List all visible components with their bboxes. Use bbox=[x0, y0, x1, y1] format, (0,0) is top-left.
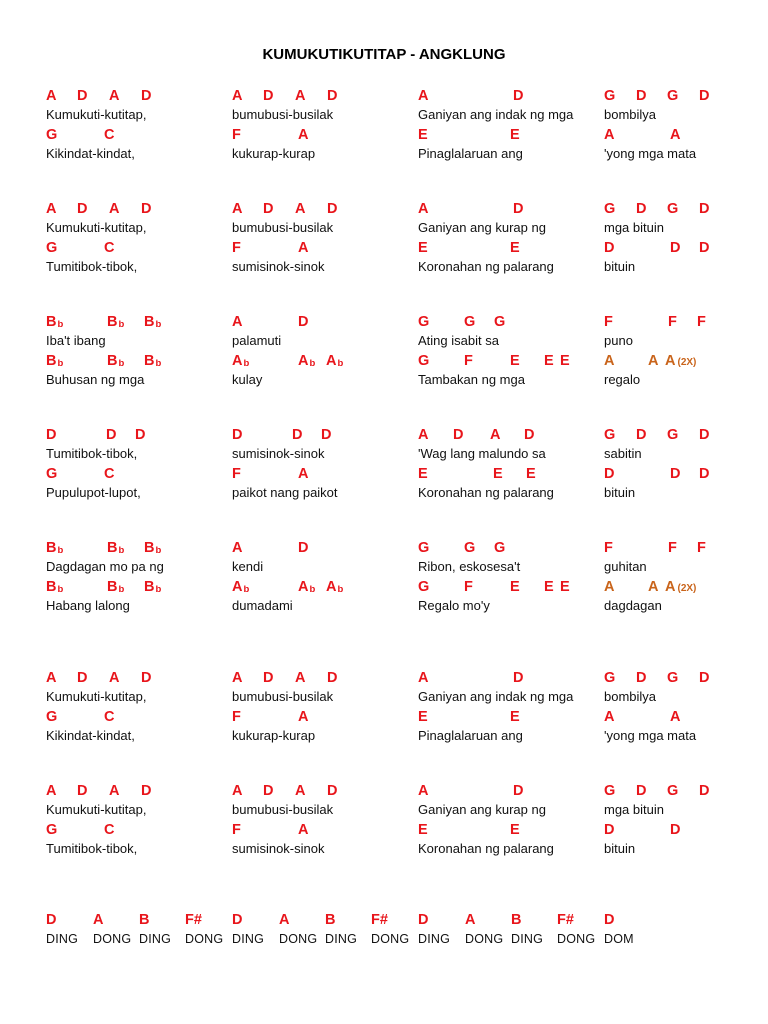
chord: $B_b$ bbox=[46, 540, 64, 556]
chord: B bbox=[325, 912, 336, 928]
chord: A bbox=[418, 427, 429, 443]
chord: D bbox=[670, 240, 681, 256]
chord-line bbox=[46, 201, 746, 219]
ending-chord-line bbox=[46, 912, 746, 930]
chord: D bbox=[636, 201, 647, 217]
chord: A bbox=[670, 127, 681, 143]
chord: F bbox=[232, 466, 241, 482]
chord: D bbox=[263, 88, 274, 104]
chord: C bbox=[104, 127, 115, 143]
flat-sign: b bbox=[155, 584, 162, 595]
chord: D bbox=[327, 783, 338, 799]
flat-sign: b bbox=[155, 545, 162, 556]
chord: D bbox=[604, 822, 615, 838]
chord: A bbox=[604, 579, 615, 595]
lyric-line bbox=[46, 372, 746, 390]
chord: A (2X) bbox=[665, 353, 697, 369]
chord-line bbox=[46, 353, 746, 371]
chord: E bbox=[510, 127, 520, 143]
chord: $B_b$ bbox=[144, 579, 162, 595]
lyric: Ribon, eskosesa't bbox=[418, 559, 521, 574]
chord: D bbox=[263, 783, 274, 799]
lyric: Habang lalong bbox=[46, 598, 130, 613]
flat-sign: b bbox=[118, 319, 125, 330]
lyric: Buhusan ng mga bbox=[46, 372, 145, 387]
chord: D bbox=[513, 88, 524, 104]
chord: A bbox=[46, 201, 57, 217]
chord: $B_b$ bbox=[46, 353, 64, 369]
lyric: Dagdagan mo pa ng bbox=[46, 559, 164, 574]
chord: G bbox=[604, 201, 616, 217]
chord: F# bbox=[557, 912, 574, 928]
chord: D bbox=[141, 201, 152, 217]
chord: $B_b$ bbox=[107, 353, 125, 369]
chord-line bbox=[46, 427, 746, 445]
flat-sign: b bbox=[118, 358, 125, 369]
lyric: bumubusi-busilak bbox=[232, 220, 334, 235]
chord-line bbox=[46, 88, 746, 106]
chord: C bbox=[104, 466, 115, 482]
chord: $B_b$ bbox=[46, 314, 64, 330]
chord: F bbox=[668, 540, 677, 556]
lyric-line bbox=[46, 446, 746, 464]
chord: F bbox=[668, 314, 677, 330]
chord: F bbox=[232, 709, 241, 725]
chord: D bbox=[327, 201, 338, 217]
chord: A bbox=[109, 201, 120, 217]
chord: D bbox=[327, 88, 338, 104]
chord: A bbox=[465, 912, 476, 928]
chord: A bbox=[604, 709, 615, 725]
chord: D bbox=[604, 466, 615, 482]
chord: E bbox=[510, 353, 520, 369]
chord: $B_b$ bbox=[107, 314, 125, 330]
chord: D bbox=[77, 201, 88, 217]
chord: D bbox=[141, 783, 152, 799]
lyric: mga bituin bbox=[604, 802, 664, 817]
lyric: Koronahan ng palarang bbox=[418, 485, 554, 500]
chord: A bbox=[604, 353, 615, 369]
chord: E bbox=[510, 240, 520, 256]
chord-line bbox=[46, 709, 746, 727]
lyric: bombilya bbox=[604, 107, 657, 122]
lyric: Koronahan ng palarang bbox=[418, 841, 554, 856]
chord: G bbox=[418, 579, 430, 595]
lyric: Koronahan ng palarang bbox=[418, 259, 554, 274]
flat-sign: b bbox=[155, 319, 162, 330]
flat-sign: b bbox=[57, 584, 64, 595]
chord: D bbox=[232, 427, 243, 443]
chord-line bbox=[46, 466, 746, 484]
chord: D bbox=[321, 427, 332, 443]
chord: A bbox=[298, 466, 309, 482]
chord: D bbox=[298, 540, 309, 556]
chord: A bbox=[295, 201, 306, 217]
chord: E bbox=[544, 353, 554, 369]
chord: F bbox=[697, 540, 706, 556]
chord: D bbox=[699, 670, 710, 686]
chord: G bbox=[46, 709, 58, 725]
chord: G bbox=[494, 314, 506, 330]
chord-line bbox=[46, 822, 746, 840]
flat-sign: b bbox=[243, 584, 250, 595]
lyric: Ating isabit sa bbox=[418, 333, 499, 348]
chord: C bbox=[104, 709, 115, 725]
lyric: palamuti bbox=[232, 333, 282, 348]
lyric-line bbox=[46, 485, 746, 503]
chord: G bbox=[46, 466, 58, 482]
chord: C bbox=[104, 822, 115, 838]
chord: G bbox=[464, 540, 476, 556]
chord: D bbox=[418, 912, 429, 928]
chord: D bbox=[636, 670, 647, 686]
repeat-marker: (2X) bbox=[677, 583, 697, 594]
chord: A bbox=[298, 709, 309, 725]
chord: E bbox=[560, 579, 570, 595]
chord: D bbox=[699, 783, 710, 799]
song-title: KUMUKUTIKUTITAP - ANGKLUNG bbox=[262, 46, 506, 63]
chord: E bbox=[418, 709, 428, 725]
lyric: Kikindat-kindat, bbox=[46, 146, 135, 161]
lyric-line bbox=[46, 220, 746, 238]
chord: D bbox=[298, 314, 309, 330]
chord: E bbox=[510, 579, 520, 595]
lyric: 'Wag lang malundo sa bbox=[418, 446, 546, 461]
chord: F bbox=[232, 127, 241, 143]
chord: A bbox=[232, 201, 243, 217]
lyric-line bbox=[46, 802, 746, 820]
lyric: DONG bbox=[93, 932, 132, 946]
lyric: 'yong mga mata bbox=[604, 146, 697, 161]
lyric: paikot nang paikot bbox=[232, 485, 338, 500]
chord: D bbox=[513, 783, 524, 799]
chord: A bbox=[418, 88, 429, 104]
lyric: Pinaglalaruan ang bbox=[418, 146, 523, 161]
lyric-line bbox=[46, 728, 746, 746]
chord: A bbox=[46, 783, 57, 799]
chord: D bbox=[699, 466, 710, 482]
chord-line bbox=[46, 783, 746, 801]
chord-line bbox=[46, 579, 746, 597]
flat-sign: b bbox=[118, 584, 125, 595]
lyric: kukurap-kurap bbox=[232, 728, 316, 743]
lyric-line bbox=[46, 689, 746, 707]
chord: A (2X) bbox=[665, 579, 697, 595]
lyric: DONG bbox=[557, 932, 596, 946]
chord: G bbox=[604, 427, 616, 443]
chord-line bbox=[46, 670, 746, 688]
chord: E bbox=[493, 466, 503, 482]
lyric: DONG bbox=[279, 932, 318, 946]
chord: A bbox=[232, 540, 243, 556]
lyric: Kumukuti-kutitap, bbox=[46, 107, 147, 122]
lyric: Pupulupot-lupot, bbox=[46, 485, 141, 500]
chord: D bbox=[141, 88, 152, 104]
chord: D bbox=[636, 783, 647, 799]
chord: D bbox=[699, 201, 710, 217]
chord: G bbox=[46, 822, 58, 838]
chord: G bbox=[667, 201, 679, 217]
lyric: bumubusi-busilak bbox=[232, 689, 334, 704]
lyric: Regalo mo'y bbox=[418, 598, 490, 613]
lyric: Tumitibok-tibok, bbox=[46, 446, 138, 461]
chord: A bbox=[295, 783, 306, 799]
chord: E bbox=[418, 466, 428, 482]
chord: D bbox=[524, 427, 535, 443]
lyric: bombilya bbox=[604, 689, 657, 704]
chord: A bbox=[232, 88, 243, 104]
lyric: DONG bbox=[371, 932, 410, 946]
chord: G bbox=[667, 783, 679, 799]
chord: B bbox=[511, 912, 522, 928]
chord: E bbox=[526, 466, 536, 482]
chord: G bbox=[667, 670, 679, 686]
chord: D bbox=[636, 88, 647, 104]
lyric: bumubusi-busilak bbox=[232, 802, 334, 817]
lyric: Ganiyan ang indak ng mga bbox=[418, 689, 574, 704]
chord: G bbox=[418, 353, 430, 369]
flat-sign: b bbox=[243, 358, 250, 369]
chord: A bbox=[232, 314, 243, 330]
chord: A bbox=[648, 353, 659, 369]
lyric: sabitin bbox=[604, 446, 642, 461]
chord: F bbox=[464, 579, 473, 595]
flat-sign: b bbox=[309, 358, 316, 369]
chord: A bbox=[109, 783, 120, 799]
lyric: DING bbox=[418, 932, 451, 946]
chord: D bbox=[232, 912, 243, 928]
chord: $A_b$ bbox=[326, 353, 344, 369]
chord-line bbox=[46, 540, 746, 558]
chord: D bbox=[77, 670, 88, 686]
chord: G bbox=[418, 540, 430, 556]
lyric-line bbox=[46, 333, 746, 351]
chord: $B_b$ bbox=[46, 579, 64, 595]
lyric: DONG bbox=[185, 932, 224, 946]
chord: F bbox=[697, 314, 706, 330]
chord: F bbox=[232, 822, 241, 838]
chord: G bbox=[604, 88, 616, 104]
chord: D bbox=[46, 427, 57, 443]
chord: $B_b$ bbox=[107, 540, 125, 556]
chord: B bbox=[139, 912, 150, 928]
lyric: sumisinok-sinok bbox=[232, 841, 325, 856]
chord: F# bbox=[371, 912, 388, 928]
chord: A bbox=[418, 670, 429, 686]
chord: A bbox=[46, 88, 57, 104]
lyric: bituin bbox=[604, 259, 636, 274]
flat-sign: b bbox=[57, 545, 64, 556]
lyric: kendi bbox=[232, 559, 264, 574]
chord: D bbox=[292, 427, 303, 443]
lyric: Iba't ibang bbox=[46, 333, 106, 348]
lyric: DING bbox=[511, 932, 544, 946]
lyric: DING bbox=[46, 932, 79, 946]
lyric: bumubusi-busilak bbox=[232, 107, 334, 122]
lyric-line bbox=[46, 107, 746, 125]
chord: A bbox=[418, 783, 429, 799]
chord: D bbox=[46, 912, 57, 928]
chord: A bbox=[232, 670, 243, 686]
lyric: kulay bbox=[232, 372, 263, 387]
chord: D bbox=[670, 466, 681, 482]
chord: E bbox=[510, 709, 520, 725]
lyric: mga bituin bbox=[604, 220, 664, 235]
flat-sign: b bbox=[155, 358, 162, 369]
chord: D bbox=[604, 240, 615, 256]
chord: D bbox=[263, 201, 274, 217]
chord: G bbox=[604, 783, 616, 799]
chord: E bbox=[510, 822, 520, 838]
flat-sign: b bbox=[309, 584, 316, 595]
chord: D bbox=[513, 670, 524, 686]
lyric: DONG bbox=[465, 932, 504, 946]
lyric: DING bbox=[139, 932, 172, 946]
lyric-line bbox=[46, 559, 746, 577]
chord: D bbox=[141, 670, 152, 686]
chord: D bbox=[77, 783, 88, 799]
lyric: Pinaglalaruan ang bbox=[418, 728, 523, 743]
lyric: DING bbox=[325, 932, 358, 946]
chord: C bbox=[104, 240, 115, 256]
chord: $B_b$ bbox=[144, 314, 162, 330]
lyric: DING bbox=[232, 932, 265, 946]
lyric: Kumukuti-kutitap, bbox=[46, 220, 147, 235]
chord: A bbox=[109, 670, 120, 686]
chord: G bbox=[418, 314, 430, 330]
lyric: guhitan bbox=[604, 559, 647, 574]
chord: F bbox=[464, 353, 473, 369]
flat-sign: b bbox=[337, 584, 344, 595]
chord: D bbox=[699, 427, 710, 443]
lyric: kukurap-kurap bbox=[232, 146, 316, 161]
chord: E bbox=[560, 353, 570, 369]
chord: $A_b$ bbox=[298, 579, 316, 595]
chord: G bbox=[604, 670, 616, 686]
chord: A bbox=[295, 670, 306, 686]
lyric-line bbox=[46, 841, 746, 859]
chord: A bbox=[648, 579, 659, 595]
lyric: Kikindat-kindat, bbox=[46, 728, 135, 743]
lyric: DOM bbox=[604, 932, 634, 946]
repeat-marker: (2X) bbox=[677, 357, 697, 368]
chord: E bbox=[418, 127, 428, 143]
chord: A bbox=[670, 709, 681, 725]
flat-sign: b bbox=[57, 319, 64, 330]
chord: A bbox=[295, 88, 306, 104]
lyric: regalo bbox=[604, 372, 641, 387]
flat-sign: b bbox=[57, 358, 64, 369]
chord: D bbox=[636, 427, 647, 443]
chord: A bbox=[232, 783, 243, 799]
lyric: 'yong mga mata bbox=[604, 728, 697, 743]
chord-line bbox=[46, 240, 746, 258]
lyric: sumisinok-sinok bbox=[232, 259, 325, 274]
chord: F# bbox=[185, 912, 202, 928]
chord: G bbox=[46, 240, 58, 256]
chord: A bbox=[93, 912, 104, 928]
chord: $A_b$ bbox=[326, 579, 344, 595]
chord: D bbox=[670, 822, 681, 838]
flat-sign: b bbox=[337, 358, 344, 369]
lyric: bituin bbox=[604, 841, 636, 856]
chord-line bbox=[46, 127, 746, 145]
chord: $B_b$ bbox=[144, 540, 162, 556]
chord: $A_b$ bbox=[232, 579, 250, 595]
lyric: Tumitibok-tibok, bbox=[46, 841, 138, 856]
lyric: Ganiyan ang kurap ng bbox=[418, 220, 546, 235]
chord: F bbox=[232, 240, 241, 256]
chord: D bbox=[513, 201, 524, 217]
chord: A bbox=[298, 240, 309, 256]
lyric: sumisinok-sinok bbox=[232, 446, 325, 461]
chord: D bbox=[453, 427, 464, 443]
lyric: Tambakan ng mga bbox=[418, 372, 525, 387]
chord: $B_b$ bbox=[144, 353, 162, 369]
lyric-line bbox=[46, 146, 746, 164]
chord: G bbox=[667, 88, 679, 104]
chord: E bbox=[418, 240, 428, 256]
lyric-line bbox=[46, 598, 746, 616]
chord: G bbox=[494, 540, 506, 556]
chord: G bbox=[667, 427, 679, 443]
chord: D bbox=[106, 427, 117, 443]
chord: A bbox=[298, 127, 309, 143]
chord: D bbox=[604, 912, 615, 928]
chord: D bbox=[699, 240, 710, 256]
chord: $B_b$ bbox=[107, 579, 125, 595]
chord: D bbox=[77, 88, 88, 104]
lyric: bituin bbox=[604, 485, 636, 500]
lyric: Kumukuti-kutitap, bbox=[46, 689, 147, 704]
chord: E bbox=[544, 579, 554, 595]
lyric: dumadami bbox=[232, 598, 293, 613]
chord: $A_b$ bbox=[232, 353, 250, 369]
chord: F bbox=[604, 314, 613, 330]
chord-line bbox=[46, 314, 746, 332]
chord: E bbox=[418, 822, 428, 838]
chord: A bbox=[298, 822, 309, 838]
chord: D bbox=[699, 88, 710, 104]
chord: A bbox=[604, 127, 615, 143]
lyric: Ganiyan ang indak ng mga bbox=[418, 107, 574, 122]
flat-sign: b bbox=[118, 545, 125, 556]
chord: A bbox=[279, 912, 290, 928]
lyric: Kumukuti-kutitap, bbox=[46, 802, 147, 817]
chord: G bbox=[46, 127, 58, 143]
chord: A bbox=[46, 670, 57, 686]
chord: A bbox=[109, 88, 120, 104]
lyric: dagdagan bbox=[604, 598, 662, 613]
lyric: puno bbox=[604, 333, 633, 348]
chord: G bbox=[464, 314, 476, 330]
ending-lyric-line bbox=[46, 932, 746, 950]
chord: A bbox=[418, 201, 429, 217]
chord: D bbox=[263, 670, 274, 686]
chord: D bbox=[135, 427, 146, 443]
chord: A bbox=[490, 427, 501, 443]
chord: D bbox=[327, 670, 338, 686]
lyric-line bbox=[46, 259, 746, 277]
lyric: Ganiyan ang kurap ng bbox=[418, 802, 546, 817]
chord: F bbox=[604, 540, 613, 556]
lyric: Tumitibok-tibok, bbox=[46, 259, 138, 274]
chord: $A_b$ bbox=[298, 353, 316, 369]
